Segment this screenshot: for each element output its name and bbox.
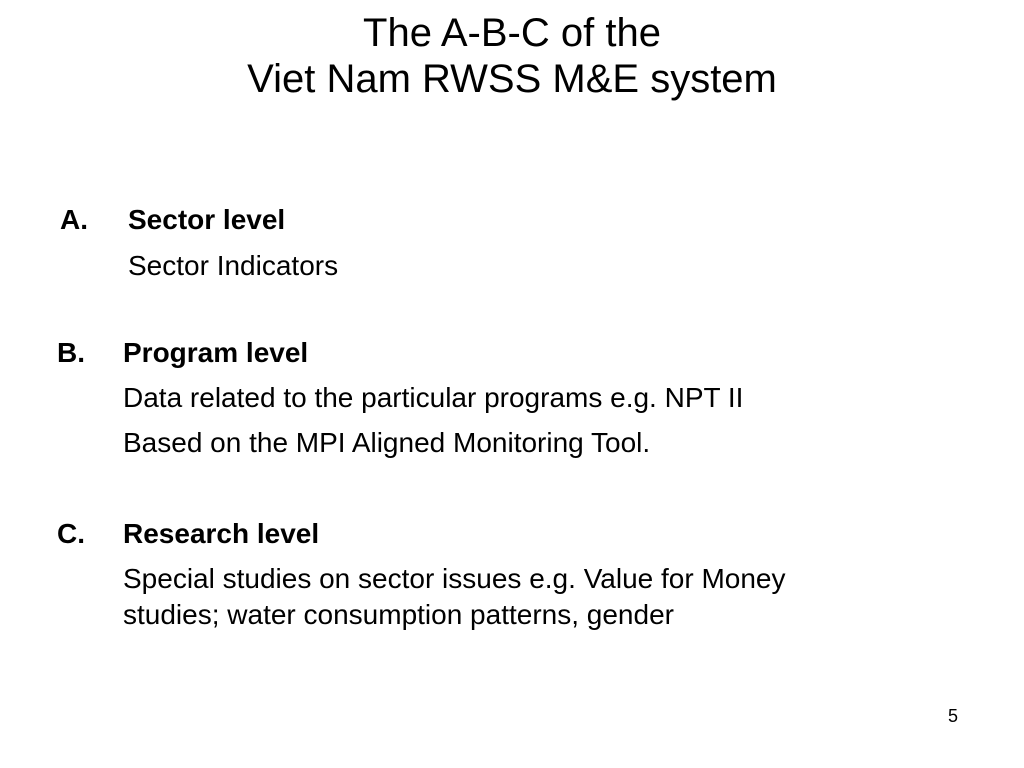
slide-title xyxy=(0,10,1024,102)
page-number: 5 xyxy=(948,706,959,726)
section-a-heading: Sector level xyxy=(128,204,286,235)
section-c-line-2: studies; water consumption patterns, gender xyxy=(123,599,674,630)
slide-title-line-1: The A-B-C of the xyxy=(363,11,661,55)
section-b-letter: B. xyxy=(57,337,85,368)
section-b-line-2: Based on the MPI Aligned Monitoring Tool. xyxy=(123,427,651,458)
section-c-letter: C. xyxy=(57,518,85,549)
section-c-heading: Research level xyxy=(123,518,320,549)
section-a-letter: A. xyxy=(60,204,88,235)
section-c-line-1: Special studies on sector issues e.g. Value for Money xyxy=(123,563,786,594)
slide-title-line-2: Viet Nam RWSS M&E system xyxy=(247,57,777,101)
section-a-line-1: Sector Indicators xyxy=(128,250,339,281)
section-b-heading: Program level xyxy=(123,337,309,368)
section-b-line-1: Data related to the particular programs e.g. NPT II xyxy=(123,382,744,413)
